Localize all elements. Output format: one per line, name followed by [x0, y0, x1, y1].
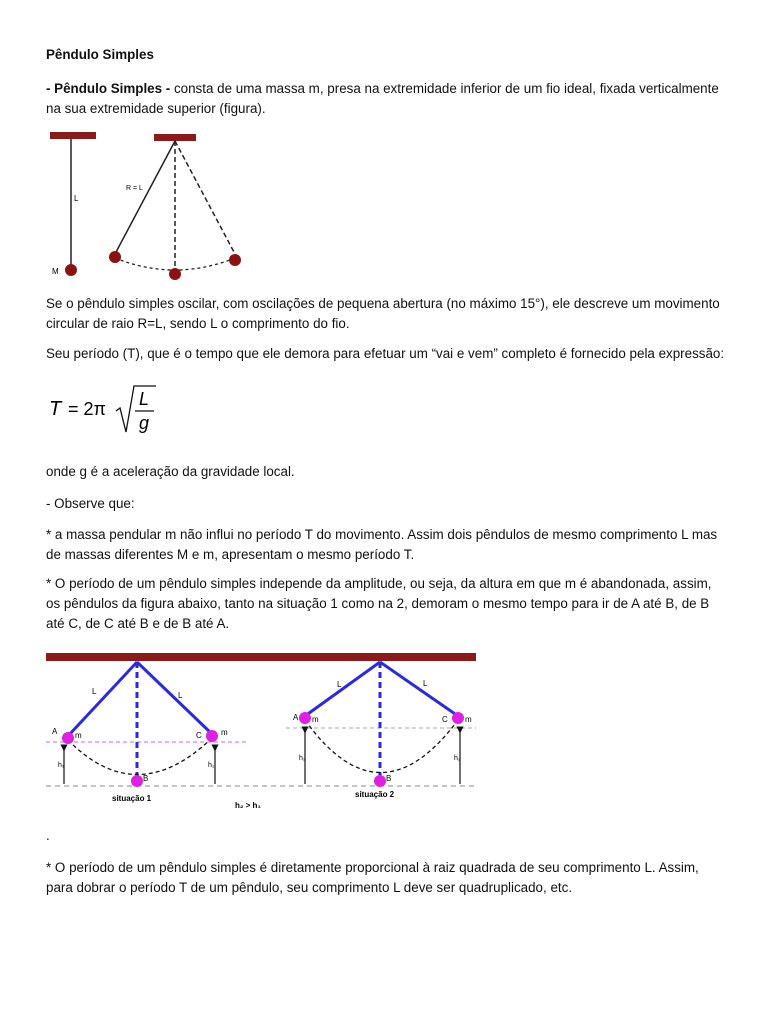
- sit2-mass-B: [374, 775, 386, 787]
- label-R-equals-L: R = L: [126, 185, 143, 192]
- formula-2pi: = 2π: [68, 399, 106, 419]
- sit2-left-string: [305, 662, 380, 716]
- sit1-left-string: [68, 662, 137, 736]
- sit2-label-h2-right: h₂: [454, 755, 461, 762]
- gravity-paragraph: onde g é a aceleração da gravidade local.: [46, 464, 295, 479]
- pendulum-figure-1: [46, 128, 256, 284]
- support-bar-right: [154, 134, 196, 141]
- formula-g: g: [139, 413, 150, 433]
- mass-M: [65, 264, 77, 276]
- intro-paragraph: [46, 79, 726, 119]
- mass-bullet: * a massa pendular m não influi no período T do movimento. Assim dois pêndulos de mesmo comprimento L mas de massas diferentes M e m, apresentam o mesmo período T.: [46, 527, 718, 562]
- label-h2-greater-h1: h₂ > h₁: [235, 801, 261, 810]
- pendulum-figure-2: [46, 650, 480, 814]
- period-formula: [46, 378, 166, 438]
- amplitude-bullet: * O período de um pêndulo simples independe da amplitude, ou seja, da altura em que m é abandonada, assim, os pêndulos da figura abaixo, tanto na situação 1 como na 2, demoram o mesmo tempo para ir de A até B, de B até C, de C até B e de B até A.: [46, 576, 712, 631]
- sit2-label-h2-left: h₂: [299, 755, 306, 762]
- mass-position-right: [229, 254, 241, 266]
- sit1-label-A: A: [52, 727, 58, 736]
- string-displaced: [115, 141, 175, 254]
- sit1-label-L-left: L: [92, 687, 97, 696]
- oscillation-paragraph: Se o pêndulo simples oscilar, com oscilações de pequena abertura (no máximo 15°), ele descreve um movimento circular de raio R=L, sendo L o comprimento do fio.: [46, 296, 720, 331]
- label-situacao-2: situação 2: [355, 790, 395, 799]
- sit2-label-C: C: [442, 715, 448, 724]
- length-bullet: * O período de um pêndulo simples é diretamente proporcional à raiz quadrada de seu comprimento L. Assim, para dobrar o período T de um pêndulo, seu comprimento L deve ser quadruplicado, etc.: [46, 860, 699, 895]
- sqrt-icon: [116, 386, 156, 432]
- sit1-label-B: B: [143, 774, 149, 783]
- intro-text: consta de uma massa m, presa na extremidade inferior de um fio ideal, fixada verticalmente na sua extremidade superior (figura).: [46, 81, 719, 116]
- intro-lead: - Pêndulo Simples -: [46, 81, 171, 96]
- sit1-label-C: C: [196, 731, 202, 740]
- label-L: L: [74, 194, 79, 203]
- string-displaced-dashed: [175, 141, 235, 254]
- sit1-label-m-right: m: [221, 728, 228, 737]
- support-bar: [46, 653, 476, 661]
- sit2-right-string: [380, 662, 458, 716]
- sit1-mass-A: [62, 732, 74, 744]
- sit1-label-h1-left: h₁: [58, 762, 65, 769]
- sit1-label-h1-right: h₁: [208, 762, 215, 769]
- mass-position-bottom: [169, 268, 181, 280]
- sit2-label-A: A: [293, 713, 299, 722]
- sit1-mass-C: [206, 730, 218, 742]
- sit2-label-m-right: m: [465, 715, 472, 724]
- sit2-mass-A: [299, 712, 311, 724]
- sit2-label-L-right: L: [423, 679, 428, 688]
- label-M: M: [52, 267, 59, 276]
- sit2-label-L-left: L: [337, 680, 342, 689]
- sit1-label-m-left: m: [75, 731, 82, 740]
- page-title: Pêndulo Simples: [46, 47, 154, 62]
- formula-L: L: [139, 389, 150, 409]
- sit1-arc: [68, 738, 212, 775]
- separator-dot: .: [46, 828, 50, 843]
- sit1-mass-B: [131, 775, 143, 787]
- sit1-right-string: [137, 662, 212, 734]
- mass-position-left: [109, 251, 121, 263]
- sit2-mass-C: [452, 712, 464, 724]
- sit2-label-B: B: [386, 774, 392, 783]
- sit2-label-m-left: m: [312, 715, 319, 724]
- sit1-label-L-right: L: [178, 691, 183, 700]
- observe-heading: - Observe que:: [46, 496, 135, 511]
- formula-T: T: [49, 398, 62, 420]
- period-paragraph: Seu período (T), que é o tempo que ele demora para efetuar um “vai e vem” completo é fornecido pela expressão:: [46, 346, 725, 361]
- label-situacao-1: situação 1: [112, 794, 152, 803]
- support-bar-left: [50, 132, 96, 139]
